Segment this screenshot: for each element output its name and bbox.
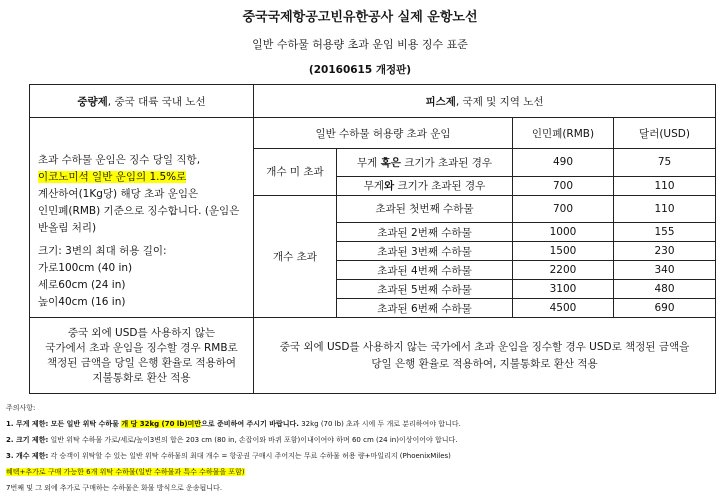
- rmb-value: 490: [513, 149, 614, 177]
- note-count-limit: 3. 개수 제한: 각 승객이 위탁할 수 있는 일반 위탁 수하물의 최대 개수 = 항공권 구매시 주어지는 무료 수하물 허용 량+마일리지 (PhoenixMiles): [6, 452, 451, 460]
- row-label: 초과된 2번째 수하물: [337, 223, 513, 242]
- note-size-limit: 2. 크기 제한: 일반 위탁 수하물 가로/세로/높이3변의 합은 203 cm (80 in, 손잡이와 바퀴 포함)이내이여야 하며 60 cm (24 in)이상이어야 합니다.: [6, 436, 458, 444]
- notes-section: [6, 400, 718, 496]
- col-usd-header: 달러(USD): [614, 118, 716, 149]
- page-subtitle: 일반 수하물 허용량 초과 운임 비용 징수 표준: [252, 38, 468, 51]
- usd-value: 75: [614, 149, 716, 177]
- row-label: 무게와 크기가 초과된 경우: [337, 176, 513, 195]
- note-weight-limit: 1. 무게 제한: 모든 일반 위탁 수하물 개 당 32kg (70 lb)미만으로 준비하여 주시기 바랍니다. 32kg (70 lb) 초과 시에 두 개로 분리하여야 합니다.: [6, 420, 461, 428]
- usd-value: 110: [614, 176, 716, 195]
- notes-title: 주의사항:: [6, 404, 36, 412]
- rmb-value: 2200: [513, 261, 614, 280]
- revision-label: (20160615 개정판): [308, 64, 412, 76]
- usd-value: 340: [614, 261, 716, 280]
- rmb-value: 1500: [513, 242, 614, 261]
- rmb-value: 1000: [513, 223, 614, 242]
- rmb-value: 700: [513, 195, 614, 223]
- fee-table: [29, 84, 716, 394]
- row-label: 무게 혹은 크기가 초과된 경우: [337, 149, 513, 177]
- row-label: 초과된 첫번째 수하물: [337, 195, 513, 223]
- table-header-row: [30, 85, 716, 118]
- weight-system-header: 중량제, 중국 대륙 국내 노선: [30, 85, 254, 118]
- row-label: 초과된 6번째 수하물: [337, 299, 513, 318]
- usd-value: 110: [614, 195, 716, 223]
- page-title: 중국국제항공고빈유한공사 실제 운항노선: [242, 10, 478, 25]
- rmb-conversion-note: 중국 외에 USD를 사용하지 않는 국가에서 초과 운임을 징수할 경우 RMB로 책정된 금액을 당일 은행 환율로 적용하여 지불통화로 환산 적용: [30, 318, 254, 394]
- note-cargo: 7번째 및 그 외에 추가로 구매하는 수하물은 화물 방식으로 운송됩니다.: [6, 484, 223, 492]
- row-label: 초과된 4번째 수하물: [337, 261, 513, 280]
- usd-value: 155: [614, 223, 716, 242]
- rmb-value: 700: [513, 176, 614, 195]
- usd-conversion-note: 중국 외에 USD를 사용하지 않는 국가에서 초과 운임을 징수할 경우 USD로 책정된 금액을 당일 은행 환율로 적용하여, 지불통화로 환산 적용: [254, 318, 716, 394]
- rmb-value: 3100: [513, 280, 614, 299]
- row-label: 초과된 5번째 수하물: [337, 280, 513, 299]
- piece-subheader-row: [30, 118, 716, 149]
- piece-system-header: 피스제, 국제 및 지역 노선: [254, 85, 716, 118]
- note-count-limit-cont: 혜택+추가로 구매 가능한 6개 위탁 수하물(일반 수하물과 특수 수하물을 포함): [6, 468, 245, 476]
- usd-value: 230: [614, 242, 716, 261]
- excess-fee-label: 일반 수하물 허용량 초과 운임: [254, 118, 513, 149]
- usd-value: 690: [614, 299, 716, 318]
- usd-conversion-row: [30, 318, 716, 394]
- row-label: 초과된 3번째 수하물: [337, 242, 513, 261]
- col-rmb-header: 인민폐(RMB): [513, 118, 614, 149]
- rmb-value: 4500: [513, 299, 614, 318]
- group-not-exceeded: 개수 미 초과: [254, 149, 337, 196]
- highlight-rate: 이코노미석 일반 운임의 1.5%로: [38, 171, 187, 183]
- weight-system-description: 초과 수하물 운임은 징수 당일 직항, 이코노미석 일반 운임의 1.5%로 계산하여(1Kg당) 해당 초과 운임은 인민폐(RMB) 기준으로 징수합니다. (운임은 반올림 처리) 크기: 3변의 최대 허용 길이: 가로100cm (40 in) 세로60cm (24 in) 높이40cm (16 in): [30, 118, 254, 318]
- usd-value: 480: [614, 280, 716, 299]
- group-exceeded: 개수 초과: [254, 195, 337, 318]
